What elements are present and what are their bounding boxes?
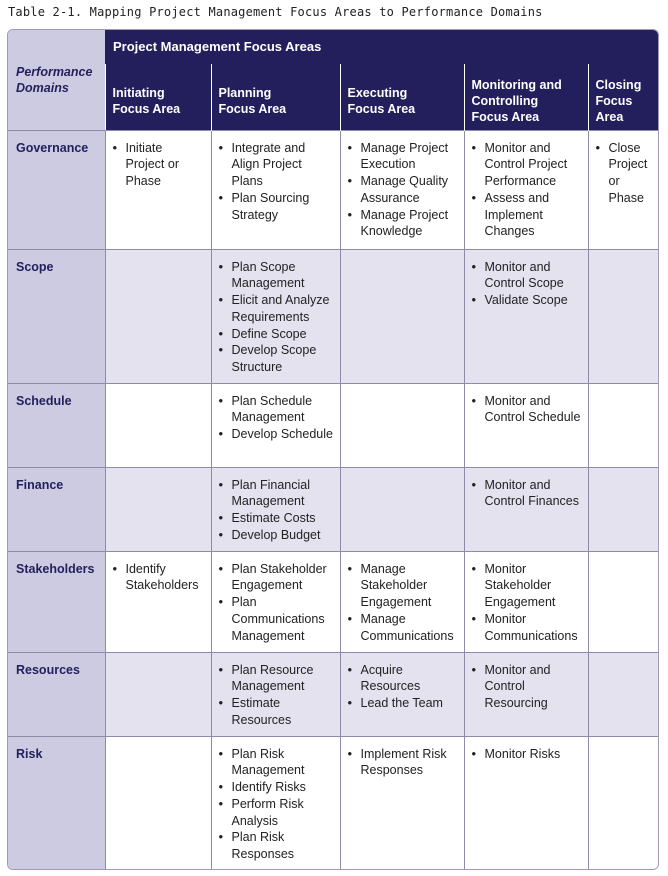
cell-monitoring-controlling (464, 736, 588, 869)
cell-planning (211, 551, 340, 652)
table-row (8, 551, 659, 652)
table-row (8, 130, 659, 249)
process-item: • Acquire Resources (347, 662, 458, 696)
cell-executing (340, 736, 464, 869)
cell-initiating (105, 383, 211, 467)
cell-executing (340, 130, 464, 249)
column-header-initiating: Initiating Focus Area (105, 64, 211, 130)
process-list (347, 140, 458, 241)
domain-label: Finance (8, 467, 105, 551)
process-item: • Initiate Project or Phase (112, 140, 205, 190)
cell-executing (340, 467, 464, 551)
cell-closing (588, 383, 659, 467)
process-item: • Manage Stakeholder Engagement (347, 561, 458, 611)
process-item: • Monitor Risks (471, 746, 582, 763)
process-list (218, 140, 334, 224)
cell-initiating (105, 736, 211, 869)
focus-area-table (7, 29, 659, 870)
process-item: • Plan Risk Responses (218, 829, 334, 863)
domain-label: Schedule (8, 383, 105, 467)
process-item: • Implement Risk Responses (347, 746, 458, 780)
column-header-monitoring-controlling: Monitoring and Controlling Focus Area (464, 64, 588, 130)
process-list (471, 140, 582, 241)
process-item: • Plan Risk Management (218, 746, 334, 780)
process-item: • Integrate and Align Project Plans (218, 140, 334, 190)
cell-initiating (105, 652, 211, 736)
cell-planning (211, 249, 340, 383)
cell-initiating (105, 130, 211, 249)
performance-domains-header: Performance Domains (8, 30, 105, 130)
process-list (347, 662, 458, 712)
process-list (347, 561, 458, 645)
process-list (218, 746, 334, 864)
process-item: • Identify Risks (218, 779, 334, 796)
process-item: • Plan Resource Management (218, 662, 334, 696)
process-list (471, 393, 582, 427)
process-item: • Monitor and Control Finances (471, 477, 582, 511)
cell-monitoring-controlling (464, 467, 588, 551)
cell-monitoring-controlling (464, 383, 588, 467)
cell-planning (211, 383, 340, 467)
cell-planning (211, 130, 340, 249)
table-row (8, 736, 659, 869)
process-item: • Plan Schedule Management (218, 393, 334, 427)
process-list (112, 561, 205, 595)
process-item: • Manage Project Execution (347, 140, 458, 174)
cell-monitoring-controlling (464, 249, 588, 383)
cell-executing (340, 551, 464, 652)
process-item: • Monitor and Control Schedule (471, 393, 582, 427)
process-item: • Monitor Communications (471, 611, 582, 645)
process-list (471, 746, 582, 763)
process-item: • Elicit and Analyze Requirements (218, 292, 334, 326)
cell-initiating (105, 551, 211, 652)
process-item: • Identify Stakeholders (112, 561, 205, 595)
table-row (8, 652, 659, 736)
process-item: • Plan Communications Management (218, 594, 334, 644)
table-caption: Table 2-1. Mapping Project Management Focus Areas to Performance Domains (8, 5, 543, 19)
process-list (595, 140, 655, 207)
process-list (471, 259, 582, 309)
process-list (218, 393, 334, 443)
process-item: • Plan Stakeholder Engagement (218, 561, 334, 595)
process-item: • Monitor and Control Project Performance (471, 140, 582, 190)
cell-closing (588, 249, 659, 383)
process-list (218, 477, 334, 544)
cell-initiating (105, 249, 211, 383)
focus-areas-group-header: Project Management Focus Areas (105, 30, 659, 64)
cell-initiating (105, 467, 211, 551)
process-list (471, 477, 582, 511)
table-row (8, 383, 659, 467)
cell-planning (211, 736, 340, 869)
cell-monitoring-controlling (464, 551, 588, 652)
cell-monitoring-controlling (464, 130, 588, 249)
column-header-closing: Closing Focus Area (588, 64, 659, 130)
process-item: • Develop Scope Structure (218, 342, 334, 376)
process-list (471, 662, 582, 712)
cell-closing (588, 736, 659, 869)
cell-executing (340, 383, 464, 467)
process-item: • Define Scope (218, 326, 334, 343)
process-item: • Manage Project Knowledge (347, 207, 458, 241)
process-list (112, 140, 205, 190)
column-header-planning: Planning Focus Area (211, 64, 340, 130)
table-row (8, 249, 659, 383)
process-list (218, 662, 334, 729)
process-item: • Plan Sourcing Strategy (218, 190, 334, 224)
process-item: • Lead the Team (347, 695, 458, 712)
domain-label: Risk (8, 736, 105, 869)
domain-label: Resources (8, 652, 105, 736)
process-item: • Monitor and Control Scope (471, 259, 582, 293)
process-item: • Develop Budget (218, 527, 334, 544)
process-item: • Validate Scope (471, 292, 582, 309)
cell-monitoring-controlling (464, 652, 588, 736)
process-list (471, 561, 582, 645)
column-header-executing: Executing Focus Area (340, 64, 464, 130)
cell-executing (340, 249, 464, 383)
table-row (8, 467, 659, 551)
domain-label: Governance (8, 130, 105, 249)
cell-closing (588, 551, 659, 652)
process-item: • Monitor and Control Resourcing (471, 662, 582, 712)
process-item: • Monitor Stakeholder Engagement (471, 561, 582, 611)
process-item: • Estimate Costs (218, 510, 334, 527)
process-list (218, 259, 334, 377)
process-list (347, 746, 458, 780)
process-item: • Perform Risk Analysis (218, 796, 334, 830)
cell-executing (340, 652, 464, 736)
domain-label: Scope (8, 249, 105, 383)
process-item: • Assess and Implement Changes (471, 190, 582, 240)
cell-planning (211, 467, 340, 551)
cell-closing (588, 652, 659, 736)
cell-closing (588, 130, 659, 249)
process-item: • Manage Quality Assurance (347, 173, 458, 207)
process-item: • Manage Communications (347, 611, 458, 645)
process-list (218, 561, 334, 645)
process-item: • Plan Financial Management (218, 477, 334, 511)
process-item: • Estimate Resources (218, 695, 334, 729)
process-item: • Plan Scope Management (218, 259, 334, 293)
process-item: • Develop Schedule (218, 426, 334, 443)
cell-planning (211, 652, 340, 736)
domain-label: Stakeholders (8, 551, 105, 652)
cell-closing (588, 467, 659, 551)
process-item: • Close Project or Phase (595, 140, 655, 207)
